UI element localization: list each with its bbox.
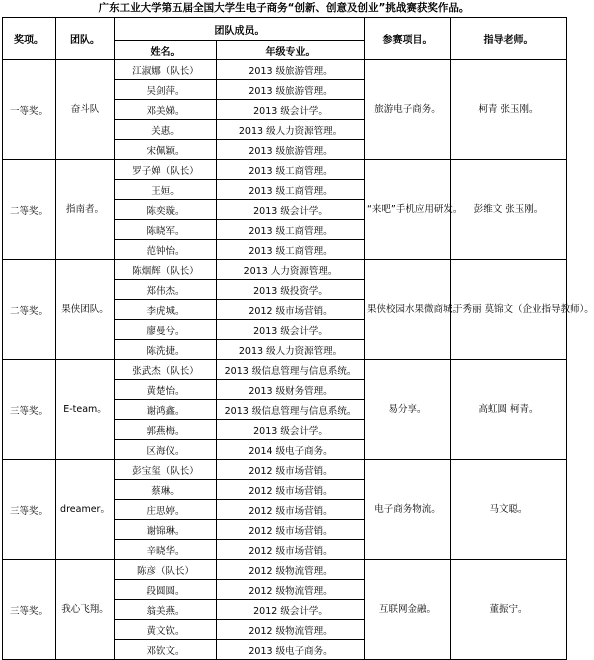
- member-name-cell: 翁美燕。: [115, 600, 217, 620]
- advisor-cell: 董振宁。: [451, 560, 567, 660]
- award-cell: 二等奖。: [3, 260, 56, 360]
- advisor-cell: 彭维文 张玉刚。: [451, 160, 567, 260]
- advisor-cell: 柯青 张玉刚。: [451, 60, 567, 160]
- table-row: [3, 360, 567, 380]
- member-major-cell: 2013 级信息管理与信息系统。: [217, 360, 365, 380]
- member-name-cell: 辛晓华。: [115, 540, 217, 560]
- member-name-cell: 宋佩颖。: [115, 140, 217, 160]
- member-name-cell: 郑伟杰。: [115, 280, 217, 300]
- member-name-cell: 区海仪。: [115, 440, 217, 460]
- member-name-cell: 江淑娜（队长）: [115, 60, 217, 80]
- awards-table-body: [3, 60, 594, 660]
- member-major-cell: 2012 级物流管理。: [217, 580, 365, 600]
- member-major-cell: 2013 级投资学。: [217, 280, 365, 300]
- member-name-cell: 关惠。: [115, 120, 217, 140]
- member-major-cell: 2013 级会计学。: [217, 200, 365, 220]
- member-major-cell: 2013 级旅游管理。: [217, 80, 365, 100]
- document-title: 广东工业大学第五届全国大学生电子商务“创新、创意及创业”挑战赛获奖作品。: [98, 2, 470, 14]
- member-name-cell: 陈烟辉（队长）: [115, 260, 217, 280]
- member-major-cell: 2013 级人力资源管理。: [217, 340, 365, 360]
- member-name-cell: 郭燕梅。: [115, 420, 217, 440]
- header-major: 年级专业。: [217, 41, 365, 60]
- member-major-cell: 2012 级市场营销。: [217, 460, 365, 480]
- member-name-cell: 谢鸿鑫。: [115, 400, 217, 420]
- award-cell: 二等奖。: [3, 160, 56, 260]
- member-name-cell: 谢锦琳。: [115, 520, 217, 540]
- table-row: [3, 260, 567, 280]
- table-row: [3, 160, 567, 180]
- member-major-cell: 2013 级信息管理与信息系统。: [217, 400, 365, 420]
- table-row: [3, 560, 567, 580]
- member-name-cell: 陈晓军。: [115, 220, 217, 240]
- member-name-cell: 陈彦（队长）: [115, 560, 217, 580]
- advisor-cell: 马文聪。: [451, 460, 567, 560]
- table-row: [3, 460, 567, 480]
- member-major-cell: 2013 级电子商务。: [217, 640, 365, 660]
- member-major-cell: 2013 级会计学。: [217, 100, 365, 120]
- member-name-cell: 陈奕璇。: [115, 200, 217, 220]
- member-name-cell: 彭宝玺（队长）: [115, 460, 217, 480]
- member-major-cell: 2013 级工商管理。: [217, 240, 365, 260]
- member-major-cell: 2013 人力资源管理。: [217, 260, 365, 280]
- member-major-cell: 2012 级物流管理。: [217, 560, 365, 580]
- project-cell: 电子商务物流。: [365, 460, 451, 560]
- project-cell: 易分享。: [365, 360, 451, 460]
- member-name-cell: 吴剑萍。: [115, 80, 217, 100]
- member-major-cell: 2012 级市场营销。: [217, 500, 365, 520]
- award-cell: 三等奖。: [3, 460, 56, 560]
- member-major-cell: 2013 级财务管理。: [217, 380, 365, 400]
- header-project: 参赛项目。: [365, 18, 451, 60]
- project-cell: “来吧”手机应用研发。: [365, 160, 451, 260]
- member-name-cell: 邓美娣。: [115, 100, 217, 120]
- header-row-primary: [3, 18, 567, 41]
- header-name: 姓名。: [115, 41, 217, 60]
- project-cell: 互联网金融。: [365, 560, 451, 660]
- team-cell: 奋斗队: [56, 60, 115, 160]
- member-name-cell: 黄文钦。: [115, 620, 217, 640]
- project-cell: 果侠校园水果微商城。: [365, 260, 451, 360]
- member-name-cell: 黄楚怡。: [115, 380, 217, 400]
- award-cell: 三等奖。: [3, 560, 56, 660]
- header-award: 奖项。: [3, 18, 56, 60]
- member-name-cell: 邓钦文。: [115, 640, 217, 660]
- member-major-cell: 2012 级市场营销。: [217, 540, 365, 560]
- member-major-cell: 2013 级旅游管理。: [217, 140, 365, 160]
- member-major-cell: 2013 级工商管理。: [217, 160, 365, 180]
- team-cell: 果侠团队。: [56, 260, 115, 360]
- member-major-cell: 2013 级会计学。: [217, 320, 365, 340]
- member-major-cell: 2013 级人力资源管理。: [217, 120, 365, 140]
- member-major-cell: 2012 级物流管理。: [217, 620, 365, 640]
- member-name-cell: 范钟怡。: [115, 240, 217, 260]
- advisor-cell: 于秀丽 莫锦文（企业指导教师）。: [451, 260, 567, 360]
- team-cell: 我心飞翔。: [56, 560, 115, 660]
- header-members-group: 团队成员。: [115, 18, 365, 41]
- team-cell: 指南者。: [56, 160, 115, 260]
- member-name-cell: 罗子婵（队长）: [115, 160, 217, 180]
- member-major-cell: 2013 级工商管理。: [217, 220, 365, 240]
- member-major-cell: 2013 级工商管理。: [217, 180, 365, 200]
- member-name-cell: 李虎城。: [115, 300, 217, 320]
- header-advisor: 指导老师。: [451, 18, 567, 60]
- member-major-cell: 2014 级电子商务。: [217, 440, 365, 460]
- team-cell: dreamer。: [56, 460, 115, 560]
- team-cell: E-team。: [56, 360, 115, 460]
- member-major-cell: 2013 级会计学。: [217, 420, 365, 440]
- member-name-cell: 陈洗捷。: [115, 340, 217, 360]
- member-major-cell: 2013 级旅游管理。: [217, 60, 365, 80]
- project-cell: 旅游电子商务。: [365, 60, 451, 160]
- award-cell: 三等奖。: [3, 360, 56, 460]
- member-name-cell: 段圆圆。: [115, 580, 217, 600]
- member-major-cell: 2012 级市场营销。: [217, 300, 365, 320]
- member-name-cell: 王姮。: [115, 180, 217, 200]
- awards-table: [2, 17, 594, 660]
- member-major-cell: 2012 级市场营销。: [217, 520, 365, 540]
- member-name-cell: 张武杰（队长）: [115, 360, 217, 380]
- member-name-cell: 庄思婷。: [115, 500, 217, 520]
- member-major-cell: 2012 级市场营销。: [217, 480, 365, 500]
- member-name-cell: 廖曼兮。: [115, 320, 217, 340]
- award-cell: 一等奖。: [3, 60, 56, 160]
- header-team: 团队。: [56, 18, 115, 60]
- advisor-cell: 高虹圆 柯青。: [451, 360, 567, 460]
- member-name-cell: 蔡琳。: [115, 480, 217, 500]
- table-row: [3, 60, 567, 80]
- member-major-cell: 2012 级会计学。: [217, 600, 365, 620]
